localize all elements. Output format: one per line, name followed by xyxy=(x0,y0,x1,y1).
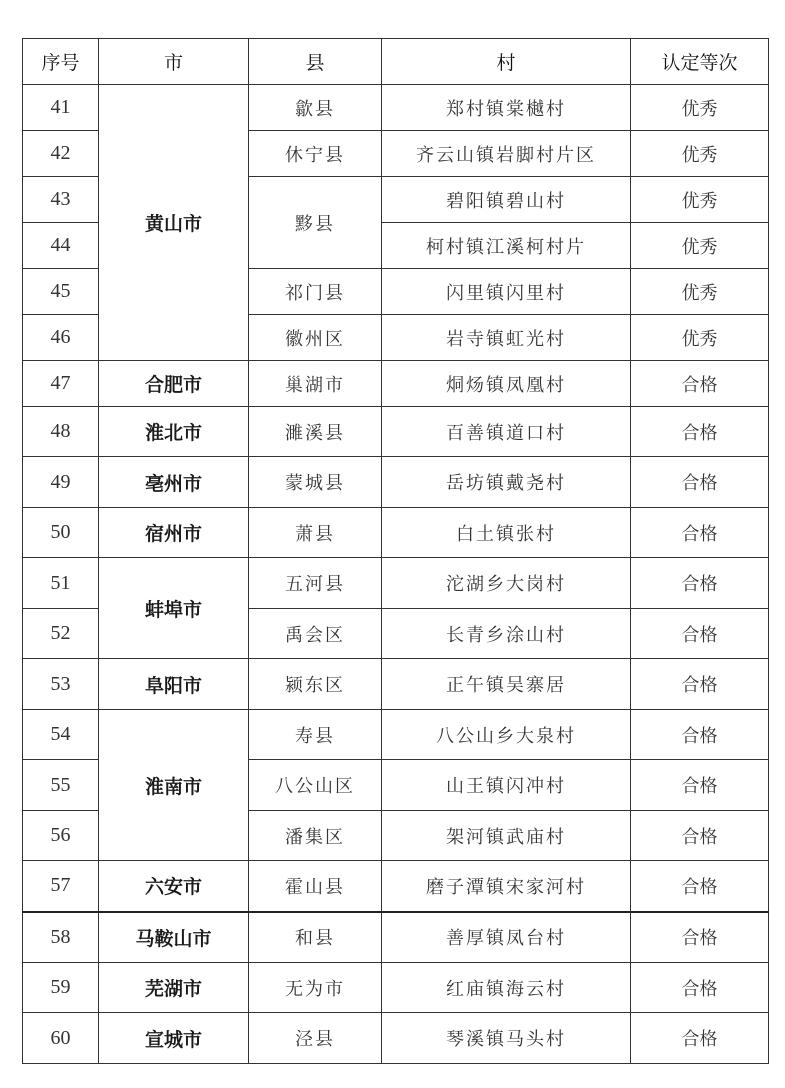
row-county: 濉溪县 xyxy=(249,407,382,457)
row-city: 淮南市 xyxy=(99,710,249,861)
row-no: 43 xyxy=(23,177,99,223)
row-no: 55 xyxy=(23,760,99,811)
row-county: 无为市 xyxy=(249,963,382,1013)
row-village: 白土镇张村 xyxy=(382,508,631,558)
row-county: 五河县 xyxy=(249,558,382,609)
row-county: 休宁县 xyxy=(249,131,382,177)
row-no: 51 xyxy=(23,558,99,609)
row-city: 马鞍山市 xyxy=(99,912,249,963)
row-county: 泾县 xyxy=(249,1013,382,1064)
row-county: 巢湖市 xyxy=(249,361,382,407)
row-county: 徽州区 xyxy=(249,315,382,361)
row-level: 优秀 xyxy=(631,269,769,315)
row-county: 和县 xyxy=(249,912,382,963)
row-village: 柯村镇江溪柯村片 xyxy=(382,223,631,269)
row-no: 41 xyxy=(23,85,99,131)
row-no: 46 xyxy=(23,315,99,361)
row-level: 优秀 xyxy=(631,85,769,131)
header-no: 序号 xyxy=(23,39,99,85)
row-level: 优秀 xyxy=(631,315,769,361)
header-row xyxy=(23,39,769,85)
row-city: 合肥市 xyxy=(99,361,249,407)
table-row xyxy=(23,361,769,407)
row-no: 59 xyxy=(23,963,99,1013)
row-city: 淮北市 xyxy=(99,407,249,457)
table-row xyxy=(23,861,769,912)
village-list-table xyxy=(22,38,769,1064)
row-city: 亳州市 xyxy=(99,457,249,508)
row-city: 宿州市 xyxy=(99,508,249,558)
row-village: 架河镇武庙村 xyxy=(382,811,631,861)
header-county: 县 xyxy=(249,39,382,85)
row-county: 禹会区 xyxy=(249,609,382,659)
row-village: 郑村镇棠樾村 xyxy=(382,85,631,131)
row-no: 57 xyxy=(23,861,99,912)
row-level: 合格 xyxy=(631,558,769,609)
row-level: 合格 xyxy=(631,1013,769,1064)
row-village: 百善镇道口村 xyxy=(382,407,631,457)
row-county: 祁门县 xyxy=(249,269,382,315)
row-village: 沱湖乡大岗村 xyxy=(382,558,631,609)
row-level: 优秀 xyxy=(631,177,769,223)
row-no: 56 xyxy=(23,811,99,861)
row-village: 闪里镇闪里村 xyxy=(382,269,631,315)
row-county: 歙县 xyxy=(249,85,382,131)
row-city: 芜湖市 xyxy=(99,963,249,1013)
row-county: 黟县 xyxy=(249,177,382,269)
row-village: 善厚镇凤台村 xyxy=(382,912,631,963)
row-level: 合格 xyxy=(631,508,769,558)
row-level: 合格 xyxy=(631,407,769,457)
header-level: 认定等次 xyxy=(631,39,769,85)
table-row xyxy=(23,963,769,1013)
row-no: 53 xyxy=(23,659,99,710)
row-level: 合格 xyxy=(631,963,769,1013)
row-county: 颍东区 xyxy=(249,659,382,710)
row-no: 52 xyxy=(23,609,99,659)
row-level: 合格 xyxy=(631,609,769,659)
row-no: 45 xyxy=(23,269,99,315)
row-city: 宣城市 xyxy=(99,1013,249,1064)
row-level: 合格 xyxy=(631,861,769,912)
row-village: 烔炀镇凤凰村 xyxy=(382,361,631,407)
row-no: 58 xyxy=(23,912,99,963)
row-county: 寿县 xyxy=(249,710,382,760)
row-no: 54 xyxy=(23,710,99,760)
row-county: 萧县 xyxy=(249,508,382,558)
row-village: 红庙镇海云村 xyxy=(382,963,631,1013)
row-level: 优秀 xyxy=(631,131,769,177)
row-village: 山王镇闪冲村 xyxy=(382,760,631,811)
row-level: 合格 xyxy=(631,760,769,811)
table-row xyxy=(23,407,769,457)
row-village: 正午镇吴寨居 xyxy=(382,659,631,710)
table-row xyxy=(23,508,769,558)
row-level: 合格 xyxy=(631,811,769,861)
header-city: 市 xyxy=(99,39,249,85)
table-row xyxy=(23,659,769,710)
row-city: 六安市 xyxy=(99,861,249,912)
row-no: 60 xyxy=(23,1013,99,1064)
row-village: 长青乡涂山村 xyxy=(382,609,631,659)
row-village: 岳坊镇戴尧村 xyxy=(382,457,631,508)
row-village: 碧阳镇碧山村 xyxy=(382,177,631,223)
row-level: 优秀 xyxy=(631,223,769,269)
table-row xyxy=(23,710,769,760)
table-row xyxy=(23,558,769,609)
row-county: 霍山县 xyxy=(249,861,382,912)
row-village: 磨子潭镇宋家河村 xyxy=(382,861,631,912)
row-county: 蒙城县 xyxy=(249,457,382,508)
row-level: 合格 xyxy=(631,710,769,760)
row-level: 合格 xyxy=(631,457,769,508)
header-village: 村 xyxy=(382,39,631,85)
row-city: 黄山市 xyxy=(99,85,249,361)
table-row xyxy=(23,1013,769,1064)
row-no: 50 xyxy=(23,508,99,558)
table-row xyxy=(23,457,769,508)
row-village: 琴溪镇马头村 xyxy=(382,1013,631,1064)
row-level: 合格 xyxy=(631,912,769,963)
row-county: 潘集区 xyxy=(249,811,382,861)
row-village: 齐云山镇岩脚村片区 xyxy=(382,131,631,177)
row-city: 阜阳市 xyxy=(99,659,249,710)
row-no: 48 xyxy=(23,407,99,457)
table-row xyxy=(23,85,769,131)
row-level: 合格 xyxy=(631,659,769,710)
row-county: 八公山区 xyxy=(249,760,382,811)
row-no: 49 xyxy=(23,457,99,508)
row-village: 八公山乡大泉村 xyxy=(382,710,631,760)
row-city: 蚌埠市 xyxy=(99,558,249,659)
row-no: 47 xyxy=(23,361,99,407)
row-no: 42 xyxy=(23,131,99,177)
table-row xyxy=(23,912,769,963)
row-level: 合格 xyxy=(631,361,769,407)
row-village: 岩寺镇虹光村 xyxy=(382,315,631,361)
row-no: 44 xyxy=(23,223,99,269)
